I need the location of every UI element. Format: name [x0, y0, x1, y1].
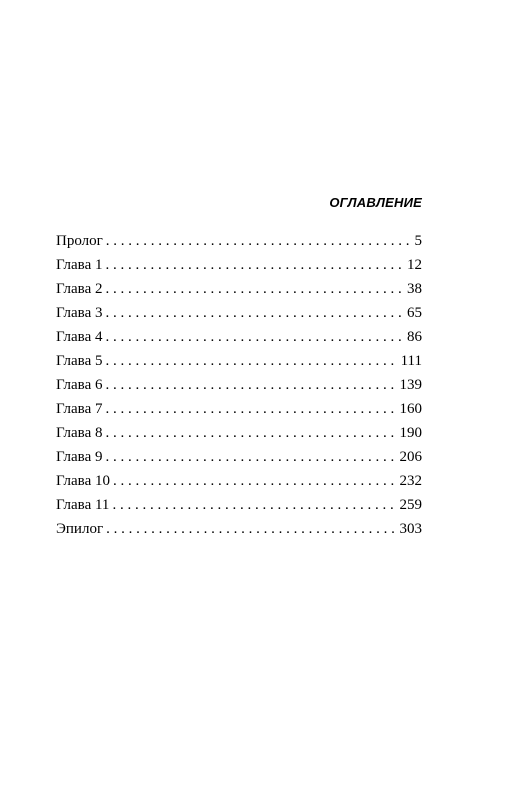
toc-entry [56, 373, 422, 397]
toc-leader-dots [105, 301, 403, 325]
toc-entry-title: Глава 2 [56, 281, 103, 297]
toc-entry [56, 469, 422, 493]
toc-leader-dots [105, 325, 403, 349]
toc-leader-dots [105, 253, 403, 277]
toc-leader-dots [105, 421, 395, 445]
toc-entry-title: Глава 6 [56, 377, 103, 393]
toc-leader-dots [113, 469, 396, 493]
toc-entry [56, 445, 422, 469]
toc-entry-page: 111 [400, 353, 422, 369]
toc-entry-page: 303 [399, 521, 422, 537]
toc-entry-title: Глава 5 [56, 353, 103, 369]
toc-entry-page: 232 [399, 473, 422, 489]
toc-entry [56, 229, 422, 253]
toc-entry-title: Глава 4 [56, 329, 103, 345]
toc-entry-title: Глава 8 [56, 425, 103, 441]
toc-entry-title: Глава 7 [56, 401, 103, 417]
toc-entry-title: Глава 3 [56, 305, 103, 321]
toc-entry-title: Пролог [56, 233, 103, 249]
toc-entry-page: 86 [407, 329, 422, 345]
toc-entry-page: 12 [407, 257, 422, 273]
toc-leader-dots [106, 229, 411, 253]
toc-leader-dots [105, 397, 395, 421]
toc-leader-dots [105, 277, 403, 301]
toc-entry-title: Эпилог [56, 521, 104, 537]
toc-entry [56, 421, 422, 445]
toc-entry [56, 325, 422, 349]
toc-entry [56, 277, 422, 301]
toc-leader-dots [105, 349, 396, 373]
toc-entry-title: Глава 11 [56, 497, 110, 513]
toc-leader-dots [105, 373, 395, 397]
toc-entry-page: 160 [399, 401, 422, 417]
toc-entry-page: 139 [399, 377, 422, 393]
toc-entry [56, 301, 422, 325]
toc-entry [56, 253, 422, 277]
toc-entry-page: 65 [407, 305, 422, 321]
table-of-contents [56, 193, 422, 541]
toc-entry [56, 517, 422, 541]
toc-leader-dots [105, 445, 395, 469]
toc-entry [56, 349, 422, 373]
toc-leader-dots [106, 517, 395, 541]
toc-entry-page: 259 [399, 497, 422, 513]
toc-entry-title: Глава 9 [56, 449, 103, 465]
toc-heading: ОГЛАВЛЕНИЕ [329, 195, 422, 210]
toc-list [56, 229, 422, 541]
toc-leader-dots [112, 493, 395, 517]
toc-entry-title: Глава 1 [56, 257, 103, 273]
toc-entry-page: 190 [399, 425, 422, 441]
toc-entry-title: Глава 10 [56, 473, 110, 489]
toc-entry-page: 5 [414, 233, 422, 249]
toc-entry [56, 493, 422, 517]
toc-entry [56, 397, 422, 421]
toc-entry-page: 38 [407, 281, 422, 297]
toc-entry-page: 206 [399, 449, 422, 465]
